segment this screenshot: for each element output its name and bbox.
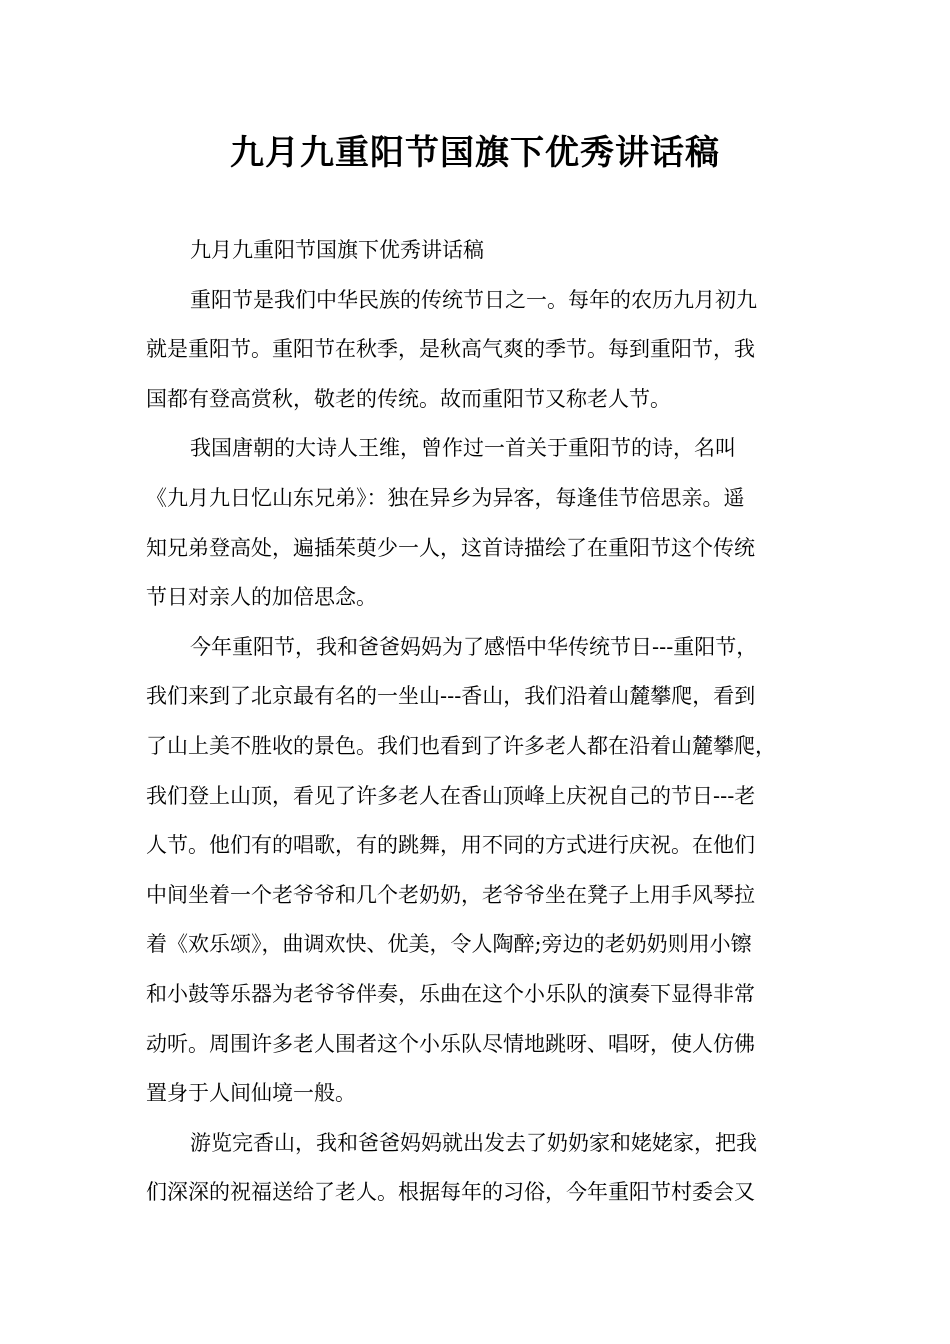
text-line: 知兄弟登高处，遍插茱萸少一人，这首诗描绘了在重阳节这个传统 — [146, 535, 755, 560]
text-line: 了山上美不胜收的景色。我们也看到了许多老人都在沿着山麓攀爬， — [146, 733, 776, 758]
text-line: 国都有登高赏秋，敬老的传统。故而重阳节又称老人节。 — [146, 386, 671, 411]
text-line: 重阳节是我们中华民族的传统节日之一。每年的农历九月初九 — [190, 287, 757, 312]
text-line: 置身于人间仙境一般。 — [146, 1081, 356, 1106]
document-title: 九月九重阳节国旗下优秀讲话稿 — [230, 133, 720, 173]
text-line: 九月九重阳节国旗下优秀讲话稿 — [190, 238, 484, 262]
text-line: 我们来到了北京最有名的一坐山---香山，我们沿着山麓攀爬，看到 — [146, 684, 756, 709]
text-line: 和小鼓等乐器为老爷爷伴奏，乐曲在这个小乐队的演奏下显得非常 — [146, 981, 755, 1006]
text-line: 动听。周围许多老人围者这个小乐队尽情地跳呀、唱呀，使人仿佛 — [146, 1031, 755, 1056]
text-line: 《九月九日忆山东兄弟》：独在异乡为异客，每逢佳节倍思亲。遥 — [146, 485, 745, 510]
text-line: 游览完香山，我和爸爸妈妈就出发去了奶奶家和姥姥家，把我 — [190, 1130, 757, 1155]
text-line: 中间坐着一个老爷爷和几个老奶奶，老爷爷坐在凳子上用手风琴拉 — [146, 882, 755, 907]
document-body — [146, 226, 812, 1218]
text-line: 着《欢乐颂》，曲调欢快、优美，令人陶醉;旁边的老奶奶则用小镲 — [146, 932, 752, 957]
text-line: 今年重阳节，我和爸爸妈妈为了感悟中华传统节日---重阳节， — [190, 634, 758, 659]
text-line: 就是重阳节。重阳节在秋季，是秋高气爽的季节。每到重阳节，我 — [146, 337, 755, 362]
text-line: 我国唐朝的大诗人王维，曾作过一首关于重阳节的诗，名叫 — [190, 436, 736, 461]
text-line: 们深深的祝福送给了老人。根据每年的习俗，今年重阳节村委会又 — [146, 1180, 755, 1205]
text-line: 我们登上山顶，看见了许多老人在香山顶峰上庆祝自己的节日---老 — [146, 783, 756, 808]
text-line: 人节。他们有的唱歌，有的跳舞，用不同的方式进行庆祝。在他们 — [146, 833, 755, 858]
text-line: 节日对亲人的加倍思念。 — [146, 585, 377, 610]
